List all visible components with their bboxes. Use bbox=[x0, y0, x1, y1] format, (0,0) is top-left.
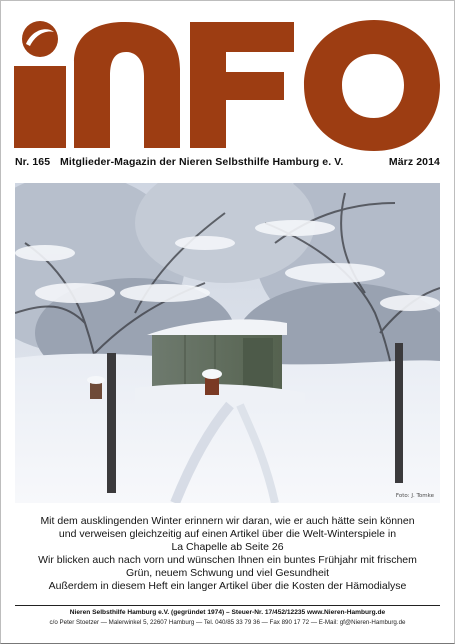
logo-dot-icon bbox=[22, 21, 58, 57]
teaser-line: Mit dem ausklingenden Winter erinnern wir daran, wie er auch hätte sein können bbox=[40, 515, 415, 527]
cover-photo bbox=[15, 183, 440, 503]
snow-garden-illustration bbox=[15, 183, 440, 503]
issue-number: Nr. 165 bbox=[15, 156, 51, 168]
photo-credit: Foto: J. Tomke bbox=[395, 493, 434, 499]
info-logo-graphic bbox=[14, 14, 442, 154]
cover-teaser-text bbox=[8, 515, 447, 592]
footer-divider bbox=[15, 605, 440, 606]
logo-letter-f bbox=[190, 22, 294, 148]
footer-contact-line: c/o Peter Stoetzer — Malerwinkel 5, 22607 Hamburg — Tel. 040/85 33 79 36 — Fax 890 17 72 — E-Mail: gf@Nieren-Hamburg.de bbox=[49, 619, 406, 626]
teaser-line: Außerdem in diesem Heft ein langer Artikel über die Kosten der Hämodialyse bbox=[48, 579, 407, 592]
logo-letter-i bbox=[14, 66, 66, 148]
issue-info-line bbox=[15, 156, 440, 172]
issue-date: März 2014 bbox=[388, 156, 440, 168]
masthead-logo bbox=[14, 14, 442, 154]
teaser-line: und verweisen gleichzeitig auf einen Artikel über die Welt-Winterspiele in bbox=[58, 527, 397, 540]
logo-letter-o bbox=[304, 20, 440, 151]
teaser-line: La Chapelle ab Seite 26 bbox=[171, 540, 284, 553]
logo-letter-n bbox=[74, 22, 180, 148]
teaser-line: Grün, neuem Schwung und viel Gesundheit bbox=[125, 566, 330, 579]
teaser-line: Wir blicken auch nach vorn und wünschen Ihnen ein buntes Frühjahr mit frischem bbox=[38, 553, 417, 566]
footer-organization-line: Nieren Selbsthilfe Hamburg e.V. (gegründet 1974) – Steuer-Nr. 17/452/12235 www.Nieren-Hamburg.de bbox=[69, 609, 386, 616]
magazine-subtitle: Mitglieder-Magazin der Nieren Selbsthilfe Hamburg e. V. bbox=[60, 156, 344, 168]
